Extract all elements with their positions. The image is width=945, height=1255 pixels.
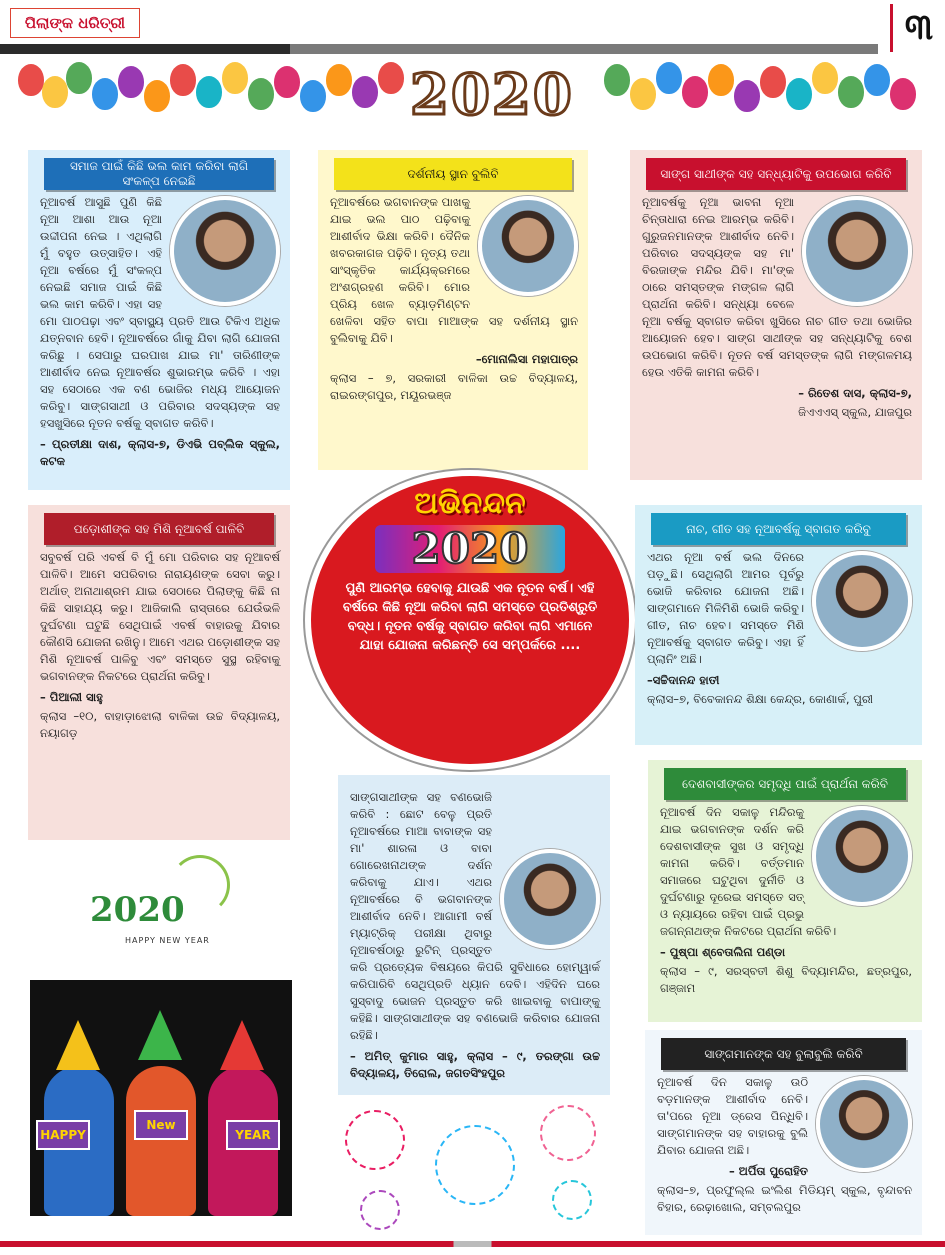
balloon-icon — [838, 76, 864, 108]
article-byline: – ପ୍ରତୀକ୍ଷା ଦାଶ, କ୍ଲାସ-୭, ଡିଏଭି ପବ୍ଲିକ ସ୍କୁଲ, କଟକ — [40, 437, 280, 468]
article-heading: ଦେଶବାସୀଙ୍କର ସମୃଦ୍ଧି ପାଇଁ ପ୍ରାର୍ଥନା କରିବି — [664, 768, 906, 800]
balloon-icon — [378, 62, 404, 94]
balloon-icon — [222, 62, 248, 94]
page-number: ୩ — [890, 4, 933, 52]
article-byline: –ମୋନାଲିସା ମହାପାତ୍ର — [475, 352, 578, 366]
balloon-icon — [300, 80, 326, 112]
firework-icon — [552, 1180, 592, 1220]
article-prayer-prosperity — [648, 760, 922, 1022]
article-byline-school: କ୍ଲାସ–୭, ବିବେକାନନ୍ଦ ଶିକ୍ଷା କେନ୍ଦ୍ର, କୋଣାର୍କ, ପୁରୀ — [647, 692, 874, 706]
student-photo — [500, 849, 600, 949]
article-body: ନୂଆବର୍ଷ ଦିନ ସକାଳୁ ମନ୍ଦିରକୁ ଯାଇ ଭଗବାନଙ୍କ ଦର୍ଶନ କରି ଦେଶବାସୀଙ୍କ ସୁଖ ଓ ସମୃଦ୍ଧି କାମନା କରିବି। ବର୍ତ୍ତମାନ ସମାଜରେ ଘଟୁଥିବା ଦୁର୍ନୀତି ଓ ଦୁର୍ଘଟଣାରୁ ଦୂରେଇ ସମସ୍ତେ ସତ୍ ଓ ନ୍ୟାୟରେ ରହିବା ପାଇଁ ପ୍ରଭୁ ଜଗନ୍ନାଥଙ୍କ ନିକଟରେ ପ୍ରାର୍ଥନା କରିବି। — [660, 805, 837, 938]
balloon-icon — [760, 66, 786, 98]
student-photo — [170, 196, 280, 306]
article-body: ସାଙ୍ଗସାଥୀଙ୍କ ସହ ବଣଭୋଜି କରିବି : ଛୋଟ ବେଳୁ ପ୍ରତି ନୂଆବର୍ଷରେ ମାଆ ବାବାଙ୍କ ସହ ମା' ଶାରଳା ଓ ବାବା ଗୋରେଖନାଥଙ୍କ ଦର୍ଶନ କରିବାକୁ ଯାଏ। ଏଥର ନୂଆବର୍ଷରେ ବି ଭଗବାନଙ୍କ ଆଶୀର୍ବାଦ ନେବି। ଆଗାମୀ ବର୍ଷ ମ୍ୟାଟ୍ରିକ୍ ପରୀକ୍ଷା ଥିବାରୁ ନୂଆବର୍ଷଠାରୁ ରୁଟିନ୍ ପ୍ରସ୍ତୁତ କରି ପ୍ରତ୍ୟେକ ବିଷୟରେ କିପରି ସୁବିଧାରେ ହୋମ୍‌ୱାର୍କ କରିପାରିବି ସେଥିପ୍ରତି ଧ୍ୟାନ ଦେବି। ଏହିଦିନ ଘରେ ସୁସ୍ବାଦୁ ଭୋଜନ ପ୍ରସ୍ତୁତ କରି ଖାଇବାକୁ ବାପାଙ୍କୁ କହିଛି। ସାଙ୍ଗସାଥୀଙ୍କ ସହ ବଣଭୋଜି କରିବାର ଯୋଜନା ରହିଛି। — [350, 790, 600, 1042]
center-greeting-circle — [305, 470, 635, 770]
firework-icon — [540, 1105, 596, 1161]
kid-figure-icon — [126, 1066, 196, 1216]
article-heading: ସାଙ୍ଗ ସାଥୀଙ୍କ ସହ ସନ୍ଧ୍ୟାଟିକୁ ଉପଭୋଗ କରିବି — [646, 158, 906, 190]
party-hat-icon — [138, 1010, 182, 1060]
balloon-icon — [42, 76, 68, 108]
balloon-icon — [170, 64, 196, 96]
banner-year-title: 2020 — [410, 62, 574, 128]
center-title: ଅଭିନନ୍ଦନ — [414, 486, 526, 521]
article-body: ସବୁବର୍ଷ ପରି ଏବର୍ଷ ବି ମୁଁ ମୋ ପରିବାର ସହ ନୂଆବର୍ଷ ପାଳିବି। ଆମେ ସପରିବାର ନାରାୟଣଙ୍କ ସେବା କରୁ। ଅର୍ଥାତ୍ ଅନାଥାଶ୍ରମ ଯାଇ ସେଠାରେ ପିଲାଙ୍କୁ କିଛି ନା କିଛି ସାହାଯ୍ୟ କରୁ। ଆଜିକାଲି ରାସ୍ତାରେ ଯେଉଁଭଳି ଦୁର୍ଘଟଣା ଘଟୁଛି ସେଥିପାଇଁ ଏବର୍ଷ ବାହାରକୁ ଯିବାର କୌଣସି ଯୋଜନା ରଖିନୁ। ଆମେ ଏଥର ପଡ଼ୋଶୀଙ୍କ ସହ ମିଶି ନୂଆବର୍ଷ ପାଳିବୁ ଏବଂ ସମସ୍ତେ ସୁସ୍ଥ ରହିବାକୁ ଭଗବାନଙ୍କ ନିକଟରେ ପ୍ରାର୍ଥନା କରିବୁ। — [40, 550, 280, 683]
student-photo — [802, 196, 912, 306]
center-year: 2020 — [375, 525, 565, 573]
article-byline-school: କ୍ଲାସ–୭, ପ୍ରଫୁଲ୍ଲ ଇଂଲିଶ ମିଡିୟମ୍ ସ୍କୁଲ, ବୃନ୍ଦାବନ ବିହାର, ରେଢ଼ାଖୋଲ, ସମ୍ବଲପୁର — [657, 1183, 912, 1214]
balloon-icon — [18, 64, 44, 96]
publication-logo: ପିଲାଙ୍କ ଧରିତ୍ରୀ — [10, 8, 140, 38]
article-heading: ପଡ଼ୋଶୀଙ୍କ ସହ ମିଶି ନୂଆବର୍ଷ ପାଳିବି — [44, 513, 274, 545]
sign-happy: HAPPY — [36, 1120, 90, 1150]
article-byline: – ରିତେଶ ଦାସ, କ୍ଲାସ-୭, — [798, 386, 912, 400]
student-photo — [812, 551, 912, 651]
balloon-icon — [248, 78, 274, 110]
masthead — [0, 0, 945, 58]
balloon-icon — [196, 76, 222, 108]
balloon-icon — [708, 64, 734, 96]
balloon-icon — [734, 80, 760, 112]
article-byline: –ସଚ୍ଚିଦାନନ୍ଦ ହାତୀ — [647, 673, 720, 687]
article-heading: ସାଙ୍ଗମାନଙ୍କ ସହ ବୁଲାବୁଲି କରିବି — [661, 1038, 906, 1070]
sign-new: New — [134, 1110, 188, 1140]
article-sightseeing — [318, 150, 588, 470]
footer-rule — [0, 1241, 945, 1247]
article-heading: ସମାଜ ପାଇଁ କିଛି ଭଲ କାମ କରିବା ଲାଗି ସଂକଳ୍ପ ନେଇଛି — [44, 158, 274, 190]
balloon-icon — [118, 66, 144, 98]
article-byline: – ପୁଷ୍ପା ଶ୍ବେତାଲିନା ପଣ୍ଡା — [660, 945, 786, 959]
article-picnic-with-friends — [338, 775, 610, 1095]
article-body: ନୂଆବର୍ଷ ଆସୁଛି ପୁଣି କିଛି ନୂଆ ଆଶା ଆଉ ନୂଆ ଉଦ୍ଦୀପନା ନେଇ । ଏଥିଲାଗି ମୁଁ ବହୁତ ଉତ୍ସାହିତ। ଏହି ନୂଆ ବର୍ଷରେ ମୁଁ ସଂକଳ୍ପ ନେଇଛି ସମାଜ ପାଇଁ କିଛି ଭଲ କାମ କରିବି। ଏହା ସହ ମୋ ପାଠପଢ଼ା ଏବଂ ସ୍ବାସ୍ଥ୍ୟ ପ୍ରତି ଆଉ ଟିକିଏ ଅଧିକ ଯତ୍ନବାନ ହେବି। ନୂଆବର୍ଷରେ ଗାଁକୁ ଯିବା ଲାଗି ଯୋଜନା କରିଛୁ । ସେପାରୁ ଘରପାଖ ଯାଇ ମା' ତାରିଣୀଙ୍କ ଆଶୀର୍ବାଦ ନେଇ ନୂଆବର୍ଷର ଶୁଭାରମ୍ଭ କରିବି । ଏହା ସହ ସେଠାରେ ଏକ ବଣ ଭୋଜିର ମଧ୍ୟ ଆୟୋଜନ କରିବୁ। ସାଙ୍ଗସାଥୀ ଓ ପରିବାର ସଦସ୍ୟଙ୍କ ସହ ହସଖୁସିରେ ନୂତନ ବର୍ଷକୁ ସ୍ବାଗତ କରିବି। — [40, 195, 280, 430]
firework-icon — [360, 1190, 400, 1230]
article-byline-school: ଜିଏଏଏସ୍ ସ୍କୁଲ, ଯାଜପୁର — [798, 405, 912, 419]
article-byline-school: କ୍ଲାସ –୧୦, ବାହାଡ଼ାଝୋଲା ବାଳିକା ଉଚ୍ଚ ବିଦ୍ୟାଳୟ, ନୟାଗଡ଼ — [40, 709, 280, 740]
article-byline: – ପିଆଲୀ ସାହୁ — [40, 690, 103, 704]
student-photo — [478, 196, 578, 296]
decor-greeting: HAPPY NEW YEAR — [125, 936, 210, 945]
balloon-icon — [92, 78, 118, 110]
balloon-icon — [656, 62, 682, 94]
article-body: ଏଥର ନୂଆ ବର୍ଷ ଭଲ ଦିନରେ ପଡ଼ୁଛି। ସେଥିଲାଗି ଆମର ପୂର୍ବରୁ ଭୋଜି କରିବାର ଯୋଜନା ଅଛି। ସାଙ୍ଗମାନେ ମିଳିମିଶି ଭୋଜି କରିବୁ। ଗୀତ, ନାଚ ହେବ। ସମସ୍ତେ ମିଶି ନୂଆବର୍ଷକୁ ସ୍ବାଗତ କରିବୁ। ଏହା ହିଁ ପ୍ଲାନିଂ ଅଛି। — [647, 550, 804, 666]
party-hat-icon — [220, 1020, 264, 1070]
article-byline: – ଅମିତ୍ କୁମାର ସାହୁ, କ୍ଲାସ – ୯, ତରଙ୍ଗା ଉଚ୍ଚ ବିଦ୍ୟାଳୟ, ତିରୋଲ, ଜଗତସିଂହପୁର — [350, 1049, 600, 1080]
article-neighbours — [28, 505, 290, 840]
sign-year: YEAR — [226, 1120, 280, 1150]
masthead-rule-grey — [290, 44, 878, 54]
student-photo — [812, 806, 912, 906]
balloon-icon — [144, 80, 170, 112]
article-evening-with-friends — [630, 150, 922, 480]
balloon-icon — [326, 64, 352, 96]
article-byline-school: କ୍ଲାସ – ୯, ସରସ୍ବତୀ ଶିଶୁ ବିଦ୍ୟାମନ୍ଦିର, ଛତ୍ରପୁର, ଗଞ୍ଜାମ — [660, 964, 912, 995]
balloon-icon — [786, 78, 812, 110]
balloon-icon — [66, 62, 92, 94]
balloon-icon — [274, 66, 300, 98]
student-photo — [816, 1076, 912, 1172]
article-byline-school: କ୍ଲାସ – ୭, ସରକାରୀ ବାଳିକା ଉଚ୍ଚ ବିଦ୍ୟାଳୟ, ରାଇରଙ୍ଗପୁର, ମୟୂରଭଞ୍ଜ — [330, 371, 578, 402]
balloon-icon — [890, 78, 916, 110]
firework-icon — [345, 1110, 405, 1170]
article-body: ନୂଆବର୍ଷକୁ ନୂଆ ଭାବନା ନୂଆ ଚିନ୍ତାଧାରା ନେଇ ଆରମ୍ଭ କରିବି। ଗୁରୁଜନମାନଙ୍କ ଆଶୀର୍ବାଦ ନେବି। ପରିବାର ସଦସ୍ୟଙ୍କ ସହ ମା' ବିରଜାଙ୍କ ମନ୍ଦିର ଯିବି। ମା'ଙ୍କ ଠାରେ ସମସ୍ତଙ୍କ ମଙ୍ଗଳ ଲାଗି ପ୍ରାର୍ଥନା କରିବି। ସନ୍ଧ୍ୟା ବେଳେ ନୂଆ ବର୍ଷକୁ ସ୍ବାଗତ କରିବା ଖୁସିରେ ନାଚ ଗୀତ ତଥା ଭୋଜିର ଆୟୋଜନ ହେବ। ସାଙ୍ଗ ସାଥୀଙ୍କ ସହ ସନ୍ଧ୍ୟାଟିକୁ ବେଶ ଉପଭୋଗ କରିବି। ନୂତନ ବର୍ଷ ସମସ୍ତଙ୍କ ଲାଗି ମଙ୍ଗଳମୟ ହେଉ ଏତିକି କାମନା କରିବି। — [642, 195, 912, 379]
article-body: ନୂଆବର୍ଷରେ ଭଗବାନଙ୍କ ପାଖକୁ ଯାଇ ଭଲ ପାଠ ପଢ଼ିବାକୁ ଆଶୀର୍ବାଦ ଭିକ୍ଷା କରିବି। ଦୈନିକ ଖବରକାଗଜ ପଢ଼ିବି। ନୃତ୍ୟ ତଥା ସାଂସ୍କୃତିକ କାର୍ଯ୍ୟକ୍ରମରେ ଅଂଶଗ୍ରହଣ କରିବି। ମୋର ପ୍ରିୟ ଖେଳ ବ୍ୟାଡ଼ମିଣ୍ଟନ ଖେଳିବା ସହିତ ବାପା ମାଆଙ୍କ ସହ ଦର୍ଶନୀୟ ସ୍ଥାନ ବୁଲିବାକୁ ଯିବି। — [330, 195, 578, 345]
article-outing-with-friends — [645, 1030, 922, 1235]
balloon-icon — [864, 64, 890, 96]
balloon-icon — [604, 64, 630, 96]
article-dance-song — [635, 505, 922, 745]
center-body: ପୁଣି ଆରମ୍ଭ ହେବାକୁ ଯାଉଛି ଏକ ନୂତନ ବର୍ଷ। ଏହି ବର୍ଷରେ କିଛି ନୂଆ କରିବା ଲାଗି ସମସ୍ତେ ପ୍ରତିଶ୍ରୁତି ବଦ୍ଧ। ନୂତନ ବର୍ଷକୁ ସ୍ବାଗତ କରିବା ଲାଗି ଏମାନେ ଯାହା ଯୋଜନା କରିଛନ୍ତି ସେ ସମ୍ପର୍କରେ .... — [342, 581, 598, 653]
decor-year: 2020 — [90, 890, 185, 930]
balloon-icon — [352, 76, 378, 108]
balloon-icon — [630, 78, 656, 110]
party-hat-icon — [56, 1020, 100, 1070]
article-heading: ଦର୍ଶନୀୟ ସ୍ଥାନ ବୁଲିବି — [334, 158, 572, 190]
article-social-resolution — [28, 150, 290, 490]
article-heading: ନାଚ, ଗୀତ ସହ ନୂଆବର୍ଷକୁ ସ୍ବାଗତ କରିବୁ — [651, 513, 906, 545]
balloon-icon — [682, 76, 708, 108]
article-byline: – ଅର୍ପିତା ପୁରୋହିତ — [729, 1164, 808, 1178]
article-body: ନୂଆବର୍ଷ ଦିନ ସକାଳୁ ଉଠି ବଡ଼ମାନଙ୍କ ଆଶୀର୍ବାଦ ନେବି। ତା'ପରେ ନୂଆ ଡ୍ରେସ ପିନ୍ଧିବି। ସାଙ୍ଗମାନଙ୍କ ସହ ବାହାରକୁ ବୁଲି ଯିବାର ଯୋଜନା ଅଛି। — [657, 1075, 808, 1157]
kids-party-illustration — [30, 980, 292, 1216]
firework-icon — [435, 1125, 515, 1205]
balloon-icon — [812, 62, 838, 94]
